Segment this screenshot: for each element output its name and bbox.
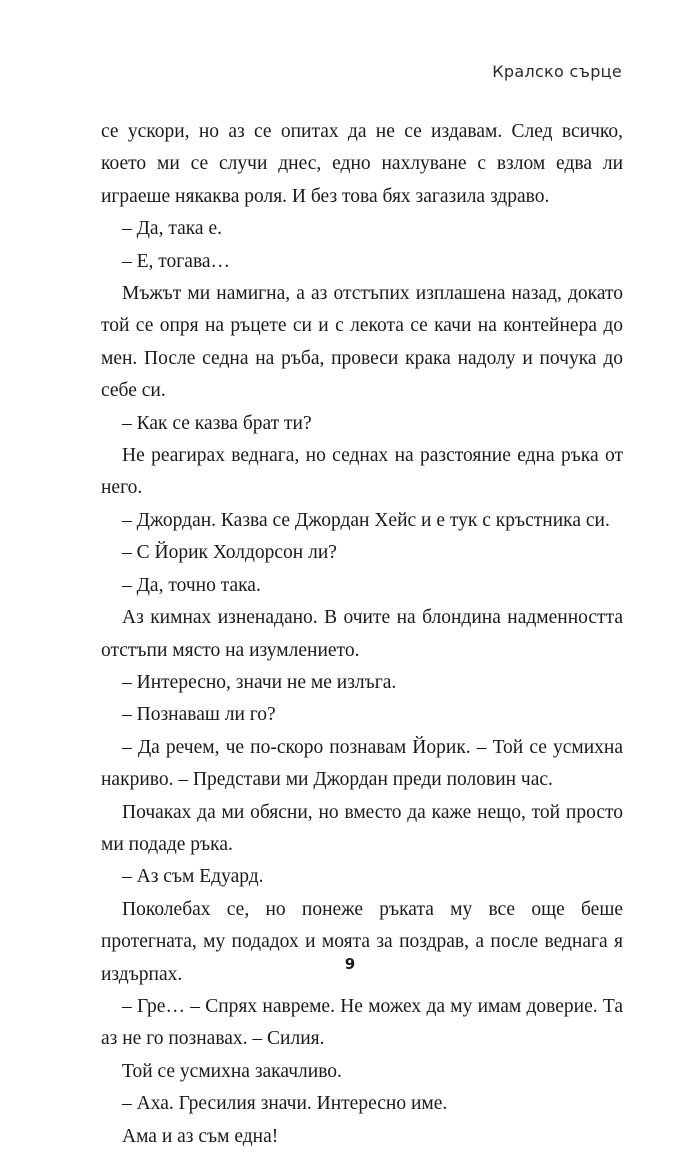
paragraph: Аз кимнах изненадано. В очите на блондина надменността отстъпи място на изумлението. [101,607,623,661]
paragraph: Поколебах се, но понеже ръката му все още беше протегната, му подадох и моята за поздрав, а после веднага я издърпах. [101,898,623,985]
paragraph: – Да, така е. [122,218,222,240]
paragraph: – Гре… – Спрях навреме. Не можех да му имам доверие. Та аз не го познавах. – Силия. [101,995,623,1050]
paragraph: – Аха. Гресилия значи. Интересно име. [122,1093,448,1115]
paragraph: – Да, точно така. [122,574,261,596]
paragraph: – Да речем, че по-скоро познавам Йорик. – Той се усмихна накриво. – Представи ми Джордан преди половин час. [101,736,623,791]
paragraph: Мъжът ми намигна, а аз отстъпих изплашена назад, докато той се опря на ръцете си и с лекота се качи на контейнера до мен. После седна на ръба, провеси крака надолу и почука до себе си. [101,283,623,402]
paragraph: се ускори, но аз се опитах да не се издавам. След всичко, което ми се случи днес, едно нахлуване с взлом едва ли играеше някаква роля. И без това бях загазила здраво. [101,121,623,207]
paragraph: – Аз съм Едуард. [122,866,264,888]
body-text [101,116,623,1153]
paragraph: – Е, тогава… [122,250,231,272]
paragraph: Не реагирах веднага, но седнах на разстояние една ръка от него. [101,445,623,499]
running-header: Кралско сърце [492,62,622,81]
paragraph: Ама и аз съм една! [122,1125,279,1147]
page-number: 9 [344,955,356,973]
paragraph: – Как се казва брат ти? [122,412,312,434]
paragraph: Той се усмихна закачливо. [122,1060,342,1082]
paragraph: – Познаваш ли го? [122,704,276,726]
paragraph: Почаках да ми обясни, но вместо да каже нещо, той просто ми подаде ръка. [101,801,623,855]
paragraph: – Джордан. Казва се Джордан Хейс и е тук с кръстника си. [122,509,610,531]
paragraph: – Интересно, значи не ме излъга. [122,671,397,693]
paragraph: – С Йорик Холдорсон ли? [122,542,337,564]
